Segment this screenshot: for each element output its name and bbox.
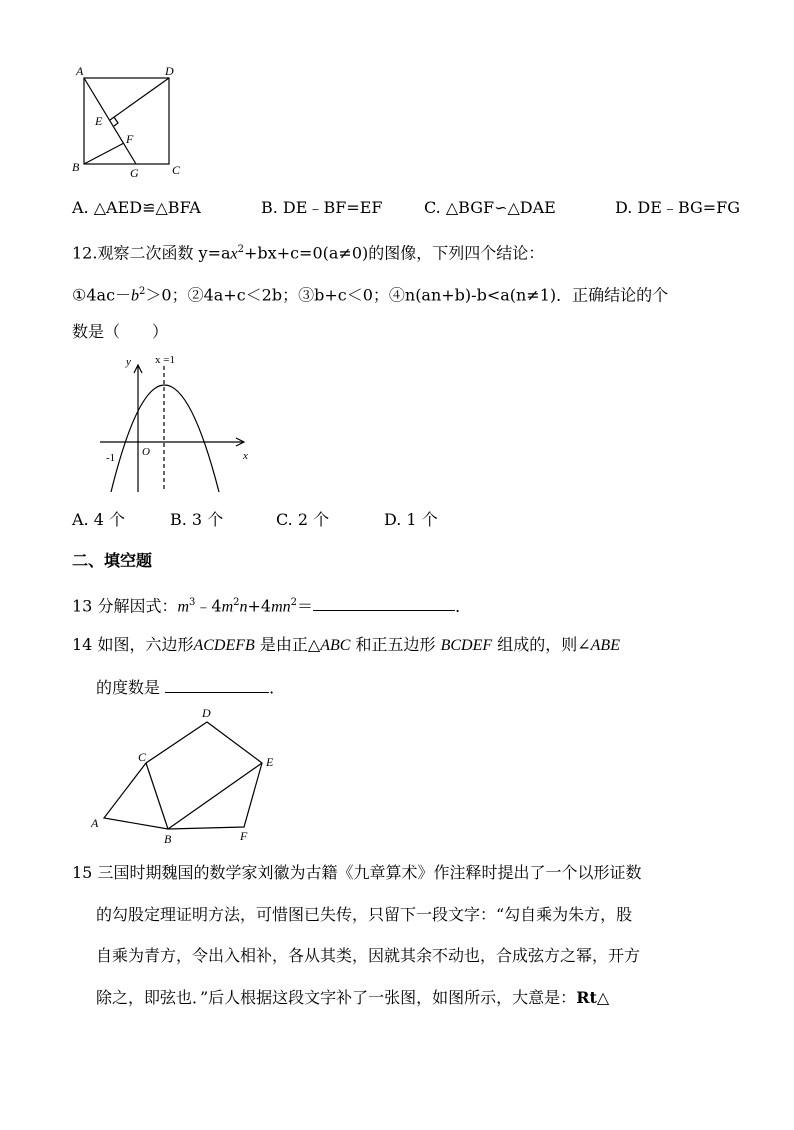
graph-axis-label: x =1 xyxy=(155,354,175,366)
q14-part3: 和正五边形 xyxy=(350,635,441,654)
q14-label-d: D xyxy=(202,706,211,720)
q13-minus4: ﹣4 xyxy=(195,596,222,616)
q11-option-b[interactable]: B. DE﹣BF=EF xyxy=(261,198,383,217)
graph-y-label: y xyxy=(126,356,131,368)
graph-origin-label: O xyxy=(142,446,150,458)
label-b: B xyxy=(72,160,80,174)
segment-cb xyxy=(146,763,168,829)
q14-label-f: F xyxy=(240,829,248,843)
q12-option-a[interactable]: A. 4 个 xyxy=(72,510,125,529)
q13-end: ． xyxy=(455,596,472,616)
graph-x-label: x xyxy=(243,450,248,462)
q14-hexagon: ACDEFB xyxy=(193,637,255,654)
q12-line2-sup: 2 xyxy=(139,286,146,297)
q14-num: 14 如图，六边形 xyxy=(72,635,194,654)
q14-label-c: C xyxy=(138,750,147,764)
q12-question-end: 数是（ ） xyxy=(72,322,169,341)
q11-option-a[interactable]: A. △AED≌△BFA xyxy=(72,198,201,217)
q14-label-e: E xyxy=(266,755,274,769)
q15-line4-rt: Rt△ xyxy=(576,988,610,1007)
q13-sup2a: 2 xyxy=(233,597,240,608)
q14-line2-prefix: 的度数是 xyxy=(96,678,166,697)
q13-m2: m xyxy=(221,598,234,616)
q12-stem-sup: 2 xyxy=(237,244,245,255)
label-d: D xyxy=(165,64,174,78)
q13-n: n xyxy=(239,598,248,616)
q13-prefix: 13 分解因式： xyxy=(72,596,178,616)
graph-neg-one-label: -1 xyxy=(106,452,116,464)
label-f: F xyxy=(126,132,134,146)
q12-line2-b: b xyxy=(131,287,140,305)
q11-option-d[interactable]: D. DE﹣BG=FG xyxy=(615,198,741,217)
q12-stem-x: x xyxy=(230,245,238,263)
q12-stem-suffix: +bx+c=0(a≠0)的图像，下列四个结论： xyxy=(244,243,545,263)
q12-option-c[interactable]: C. 2 个 xyxy=(276,510,330,529)
q13-m: m xyxy=(177,598,190,616)
q14-abe: ABE xyxy=(590,637,620,654)
q14-part4: 组成的，则∠ xyxy=(492,635,591,654)
q14-label-a: A xyxy=(91,816,99,830)
q14-end: ． xyxy=(269,678,286,697)
q14-label-b: B xyxy=(164,832,172,846)
q14-pent: BCDEF xyxy=(440,637,493,654)
label-g: G xyxy=(130,166,139,180)
q14-abc: ABC xyxy=(320,637,351,654)
q15-line2: 的勾股定理证明方法，可惜图已失传，只留下一段文字：“勾自乘为朱方，股 xyxy=(96,905,633,924)
hexagon-acdefb xyxy=(104,722,262,829)
label-a: A xyxy=(76,64,84,78)
label-e: E xyxy=(95,114,103,128)
q13-sup2b: 2 xyxy=(290,597,298,608)
section-title: 二、填空题 xyxy=(72,551,153,570)
q14-part2: 是由正△ xyxy=(254,635,321,654)
q15-line3: 自乘为青方，令出入相补，各从其类，因就其余不动也，合成弦方之幂，开方 xyxy=(96,946,641,965)
q13-mn: mn xyxy=(271,598,291,616)
q15-line1: 15 三国时期魏国的数学家刘徽为古籍《九章算术》作注释时提出了一个以形证数 xyxy=(72,863,642,882)
q13-equals: ＝ xyxy=(297,596,314,616)
q13-sup3: 3 xyxy=(189,597,196,608)
q12-line2-suffix: ＞0；②4a+c＜2b；③b+c＜0；④n(an+b)-b<a(n≠1)．正确结论的个 xyxy=(145,285,669,305)
q11-option-c[interactable]: C. △BGF∽△DAE xyxy=(424,198,556,217)
q15-line4 xyxy=(96,988,609,1008)
q12-line2-prefix: ①4ac－ xyxy=(72,285,132,305)
q15-line4-prefix: 除之，即弦也．”后人根据这段文字补了一张图，如图所示，大意是： xyxy=(96,988,577,1007)
q12-option-d[interactable]: D. 1 个 xyxy=(384,510,438,529)
q12-option-b[interactable]: B. 3 个 xyxy=(170,510,224,529)
q12-stem-prefix: 12.观察二次函数 y=a xyxy=(72,243,231,263)
q13-plus4: +4 xyxy=(247,596,272,616)
label-c: C xyxy=(172,163,181,177)
segment-be xyxy=(168,763,262,829)
